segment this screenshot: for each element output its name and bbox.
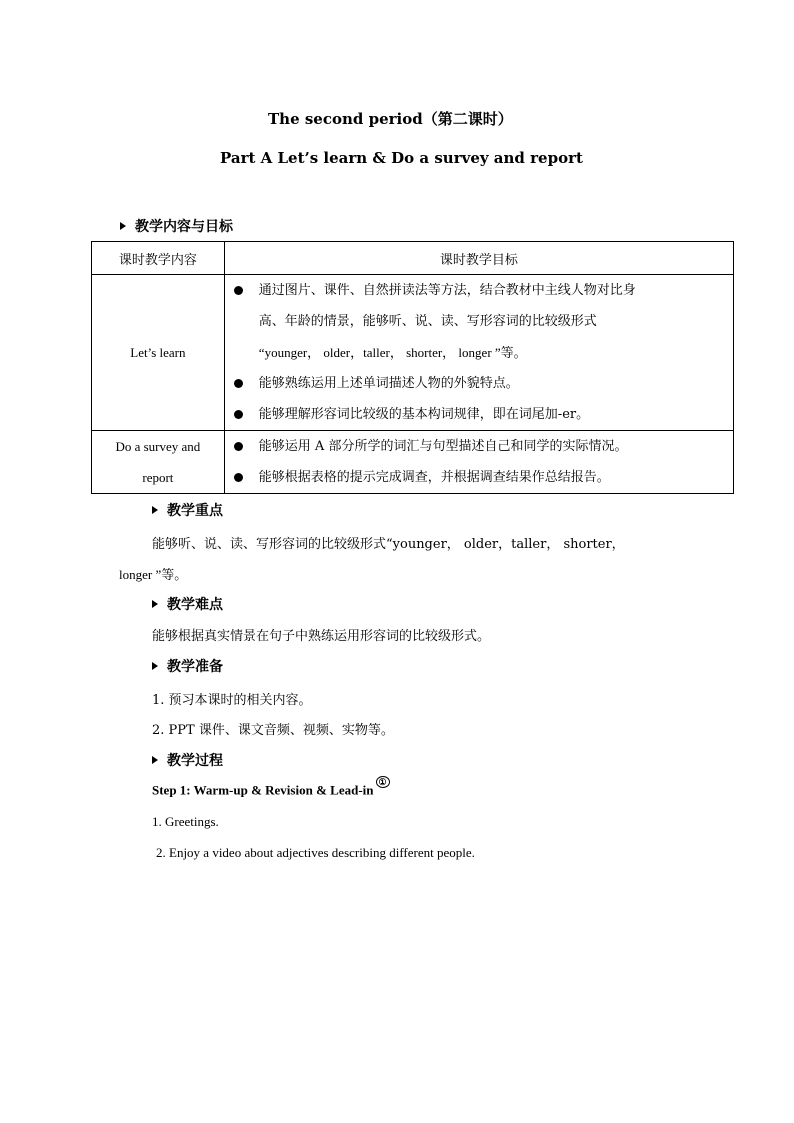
- row-content-lets-learn: Let’s learn: [92, 275, 225, 431]
- goal-text: 能够运用 A 部分所学的词汇与句型描述自己和同学的实际情况。: [258, 439, 628, 454]
- row-goals-survey: [224, 431, 733, 494]
- section-heading-process: [152, 750, 223, 770]
- section-heading-content-goals: [120, 216, 233, 236]
- section-heading-text: 教学重点: [167, 503, 223, 519]
- goal-item: [225, 462, 733, 493]
- goal-item: [225, 275, 733, 306]
- key-points-text-continued: longer ”等。: [119, 567, 188, 582]
- content-line: report: [142, 470, 174, 485]
- section-heading-difficulties: [152, 594, 223, 614]
- triangle-bullet-icon: [120, 222, 126, 230]
- goal-text: 能够根据表格的提示完成调查，并根据调查结果作总结报告。: [258, 470, 610, 485]
- section-heading-text: 教学难点: [167, 597, 223, 613]
- goal-text: 通过图片、课件、自然拼读法等方法，结合教材中主线人物对比身: [258, 283, 636, 298]
- bullet-dot-icon: [234, 379, 243, 388]
- row-goals-lets-learn: [224, 275, 733, 431]
- row-content-survey: [92, 431, 225, 494]
- section-heading-text: 教学准备: [167, 659, 223, 675]
- goal-text-continued: 高、年龄的情景，能够听、说、读、写形容词的比较级形式: [258, 314, 597, 329]
- column-header-goals: 课时教学目标: [224, 242, 733, 275]
- step-heading-text: Step 1: Warm-up & Revision & Lead-in: [152, 782, 374, 798]
- bullet-dot-icon: [234, 410, 243, 419]
- triangle-bullet-icon: [152, 756, 158, 764]
- document-subtitle: Part A Let’s learn & Do a survey and report: [220, 149, 583, 167]
- table-header-row: [92, 242, 734, 275]
- triangle-bullet-icon: [152, 662, 158, 670]
- goal-item: [225, 431, 733, 462]
- bullet-dot-icon: [234, 442, 243, 451]
- section-heading-key-points: [152, 500, 223, 520]
- section-heading-preparation: [152, 656, 223, 676]
- table-row: [92, 431, 734, 494]
- objectives-table: [91, 241, 734, 494]
- difficulties-text: 能够根据真实情景在句子中熟练运用形容词的比较级形式。: [152, 629, 491, 644]
- goal-item: [225, 368, 733, 399]
- section-heading-text: 教学过程: [167, 753, 223, 769]
- goal-item: [225, 399, 733, 430]
- goal-text: 能够理解形容词比较级的基本构词规律，即在词尾加-er。: [258, 407, 590, 422]
- process-item: 1. Greetings.: [152, 814, 219, 829]
- preparation-item: 1. 预习本课时的相关内容。: [152, 693, 312, 708]
- goal-text-continued: “younger， older，taller， shorter， longer ”等。: [258, 345, 527, 360]
- document-title: The second period（第二课时）: [268, 110, 513, 128]
- bullet-dot-icon: [234, 473, 243, 482]
- key-points-text: 能够听、说、读、写形容词的比较级形式“younger， older，taller， shorter，: [152, 537, 625, 552]
- step-heading: [152, 777, 390, 798]
- footnote-marker: ①: [376, 776, 390, 788]
- triangle-bullet-icon: [152, 506, 158, 514]
- bullet-dot-icon: [234, 286, 243, 295]
- column-header-content: 课时教学内容: [92, 242, 225, 275]
- content-line: Do a survey and: [115, 439, 201, 454]
- process-item: 2. Enjoy a video about adjectives describing different people.: [156, 845, 475, 860]
- goal-text: 能够熟练运用上述单词描述人物的外貌特点。: [258, 376, 519, 391]
- section-heading-text: 教学内容与目标: [135, 219, 233, 235]
- triangle-bullet-icon: [152, 600, 158, 608]
- preparation-item: 2. PPT 课件、课文音频、视频、实物等。: [152, 723, 394, 738]
- table-row: [92, 275, 734, 431]
